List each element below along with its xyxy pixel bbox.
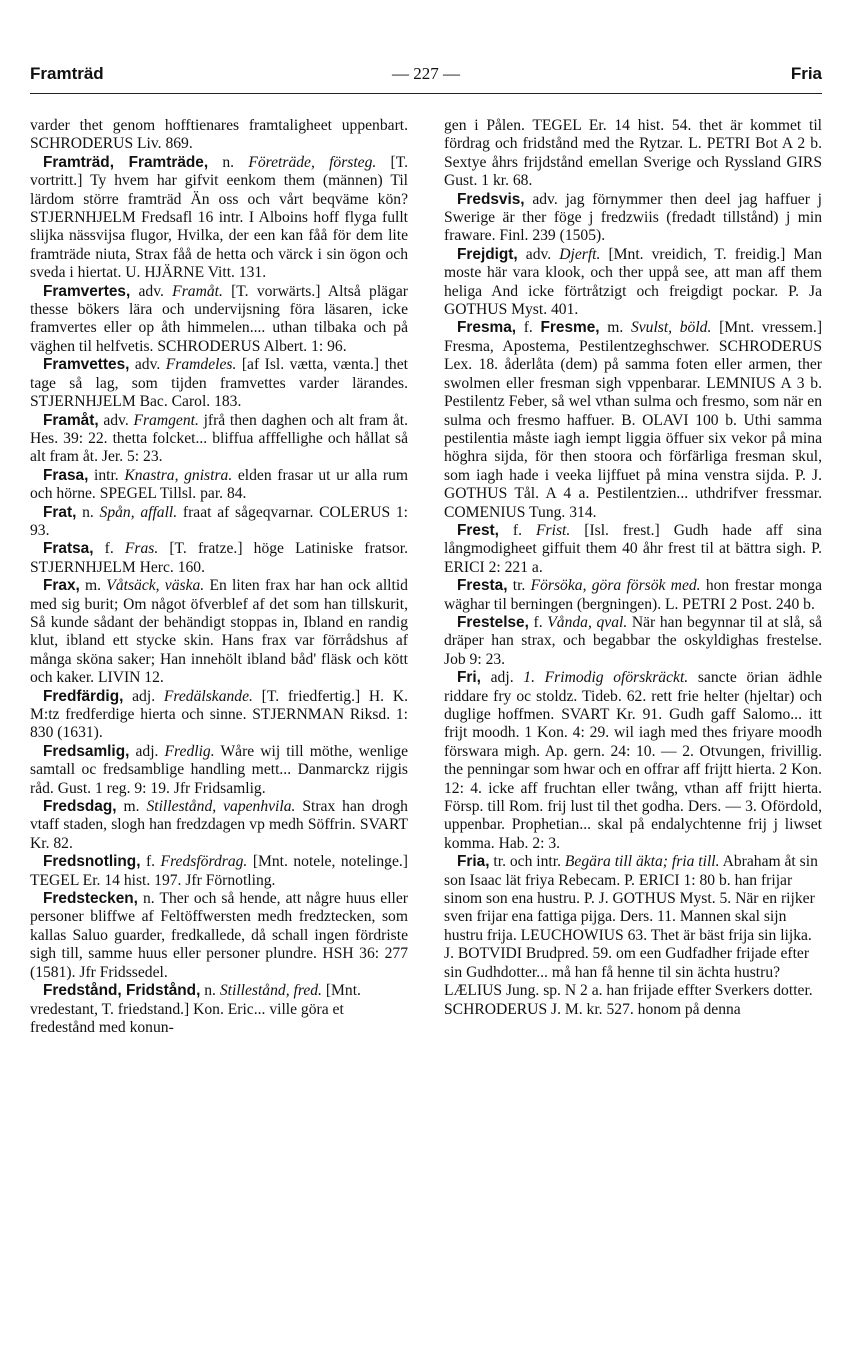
entry-definition: Fras. (124, 540, 159, 558)
entry-definition: Vånda, qval. (547, 613, 628, 631)
entry-grammar: f. (104, 540, 114, 558)
dictionary-entry (30, 540, 408, 577)
entry-grammar: adv. (138, 282, 164, 300)
entry-text: [T. vorwärts.] Altså plägar thesse bökers lära och undervijsning föra läsaren, icke framvertes eller op åth himmelen.... uthan tilbaka och på väghen til helfvetis. SCHRODERUS Albert. 1: 96. (30, 282, 408, 355)
dictionary-entry (444, 522, 822, 577)
dictionary-entry (444, 853, 822, 1019)
entry-headword: Fredsvis, (457, 190, 525, 208)
entry-definition: Knastra, gnistra. (124, 466, 233, 484)
entry-text: jfrå then daghen och alt fram åt. Hes. 39: 22. thetta folcket... bliffua afffellighe och hållat så alt fram åt. Jer. 5: 23. (30, 411, 409, 466)
entry-headword: Fresma, (457, 319, 517, 337)
entry-grammar: m. (85, 577, 102, 595)
entry-text: [Mnt. vreidich, T. freidig.] Man moste här vara klook, och ther uppå see, att man aff them heliga And icke förtråtzigt och freigdigt pockar. P. Ja GOTHUS Myst. 401. (444, 245, 822, 319)
entry-text: [af Isl. vætta, vænta.] thet tage så lag, som tijden framvettes varder lärandes. STJERNHJELM Bac. Carol. 183. (30, 356, 408, 411)
entry-text: Abraham åt sin son Isaac lät friya Rebecam. P. ERICI 1: 80 b. han frijar sinom son ena hustru. P. J. GOTHUS Myst. 5. När en rijker sven frijar ena fattiga pijga. Ders. 11. Mannen skal sijn hustru frija. LEUCHOWIUS 63. Thet är bäst frija sin lijka. J. BOTVIDI Brudpred. 59. om een Gudfadher frijade efter sin Gudhdotter... må han få henne til sin ächta hustru? LÆLIUS Jung. sp. N 2 a. han frijade effter Sverkers dotter. SCHRODERUS J. M. kr. 527. honom på denna (444, 853, 818, 1018)
page-number: — 227 — (392, 64, 460, 83)
header-rule (30, 93, 822, 94)
dictionary-entry (30, 283, 408, 357)
entry-definition: Våtsäck, väska. (106, 577, 205, 595)
entry-headword: Fredsamlig, (43, 742, 130, 760)
entry-grammar: m. (123, 798, 140, 816)
entry-headword: Framvertes, (43, 282, 131, 300)
entry-text: [T. fratze.] höge Latiniske fratsor. STJERNHJELM Herc. 160. (30, 540, 408, 576)
entry-text: hon frestar monga wäghar til berningen (bergningen). L. PETRI 2 Post. 240 b. (444, 577, 822, 613)
entry-definition: Försöka, göra försök med. (530, 577, 701, 595)
entry-text: gen i Pålen. TEGEL Er. 14 hist. 54. thet är kommet til fördrag och fridstånd med the Rytzar. L. PETRI Bot A 2 b. Sextye åhrs frijdstånd emellan Sverige och Ryssland GIRS Gust. 1 kr. 68. (444, 117, 822, 190)
entry-grammar: adj. (490, 669, 514, 687)
dictionary-entry (444, 246, 822, 320)
entry-text: Wåre wij till möthe, wenlige samtall oc fredsamblige handling mett... Danmarckz rijgis råd. Gust. 1 reg. 9: 19. Jfr Fridsamlig. (30, 742, 409, 797)
dictionary-entry (30, 688, 408, 743)
entry-headword: Fredstånd, Fridstånd, (43, 982, 201, 1000)
entry-definition: Frist. (536, 521, 571, 539)
dictionary-entry (30, 577, 408, 687)
entry-definition: Företräde, försteg. (248, 153, 377, 171)
entry-definition: 1. Frimodig oförskräckt. (523, 669, 689, 687)
entry-grammar: adv. (532, 190, 558, 208)
entry-grammar: n. (204, 982, 216, 1000)
dictionary-entry (444, 669, 822, 853)
entry-text: [Mnt. vressem.] Fresma, Apostema, Pestilentzeghschwer. SCHRODERUS Lex. 18. åderlåta (dem) på samma foten eller armen, ther swolmen eller fresman sigh vppenbarar. LEMNIUS A 3 b. Pestilentz Feber, så wel vthan sulma och fresmo, som när en sulma och fresmo haffuer. B. OLAVI 100 b. Uthi samma pestilentia måste iagh iempt liggia öffuer six vekor på mina höghra sijda, för then stoora och förfärliga fresman skul, som iagh hade i veeka lijffuet på mina venstra sijda. P. J. GOTHUS Tål. A 4 a. Pestilentzien... uthdrifver fressmar. COMENIUS Tung. 314. (444, 319, 823, 521)
entry-text: sancte örian ädhle riddare fry oc stoldz. Tideb. 62. rett frie helter (hjeltar) och duglige hoffmen. SVART Kr. 91. Gudh gaff Salomo... itt frijt moodh. 1 Kon. 4: 29. wil iagh med thes friyare moodh förswara migh. Ap. gern. 24: 10. — 2. Otvungen, frivillig. the penningar som hwar och en offrar aff frijtt hierta. 2 Kon. 12: 4. icke aff fruchtan eller twång, vthan aff frijtt hierta. Försp. till Rom. frij lust til thet godha. Ders. — 3. Ofördold, uppenbar. Prophetian... skal på endalychtenne frij j liwset komma. Hab. 2: 3. (444, 669, 822, 852)
left-column (30, 117, 408, 1037)
continuation-text (30, 117, 408, 154)
entry-definition: Fredälskande. (163, 687, 253, 705)
entry-headword: Framåt, (43, 411, 99, 429)
dictionary-entry (444, 191, 822, 246)
entry-text: När han begynnar til at slå, så dräper han strax, och begabbar the oskyldighas frestelse. Job 9: 23. (444, 613, 823, 668)
entry-text: Strax han drogh vtaff staden, slogh han fredzdagen vp medh Söffrin. SVART Kr. 82. (30, 798, 408, 852)
entry-headword: Frestelse, (457, 613, 529, 631)
entry-grammar: f. (512, 521, 523, 539)
entry-grammar: adv. (103, 411, 129, 429)
continuation-text (444, 117, 822, 191)
entry-headword: Frest, (457, 521, 499, 539)
dictionary-entry (30, 798, 408, 853)
entry-headword: Frat, (43, 503, 77, 521)
entry-headword: Fresme, (540, 319, 600, 337)
entry-text: jag förnymmer then deel jag haffuer j Swerige är ther föge j fredzwiis (fredadt tillstånd) j min fraware. Finl. 239 (1505). (444, 190, 822, 245)
dictionary-entry (30, 504, 408, 541)
entry-headword: Frax, (43, 577, 80, 595)
entry-headword: Frasa, (43, 466, 89, 484)
entry-grammar: m. (607, 319, 624, 337)
entry-text: Ther och så hende, att någre huus eller personer bliffwe af Feltöffwersten medh fredztecken, som kallas Saluo guarder, fredkallede, då schall ingen fördriste sigh till, samme huus eller personer plundre. HSH 36: 277 (1581). Jfr Fridssedel. (30, 890, 409, 981)
entry-headword: Fria, (457, 853, 490, 871)
entry-headword: Fresta, (457, 577, 508, 595)
dictionary-entry (30, 853, 408, 890)
entry-grammar: f. (533, 613, 543, 631)
dictionary-entry (30, 154, 408, 283)
entry-definition: Fredlig. (164, 742, 215, 760)
entry-grammar: n. (82, 503, 94, 521)
entry-definition: Fredsfördrag. (160, 853, 248, 871)
entry-text: fraat af sågeqvarnar. COLERUS 1: 93. (30, 503, 409, 539)
entry-grammar: n. (142, 890, 155, 908)
dictionary-entry (30, 412, 408, 467)
entry-headword: Fri, (457, 669, 481, 687)
entry-definition: Spån, affall. (99, 503, 178, 521)
entry-text: [Mnt. notele, notelinge.] TEGEL Er. 14 hist. 197. Jfr Förnotling. (30, 853, 408, 889)
entry-headword: Frejdigt, (457, 245, 518, 263)
entry-text: En liten frax har han ock alltid med sig burit; Om något öfverblef af det som han tillskurit, Så kunde sådant der behändigt stoppas in, Ibland en randig klut, ibland ett stycke skin. Hans frax var förrådshus af många sköna saker; Han innehölt ibland båd' fläsk och kött och kaker. LIVIN 12. (30, 577, 408, 687)
entry-text: [T. vortritt.] Ty hvem har gifvit eenkom them (männen) Til lärdom större framträd Än oss och vårt beqväme kön? STJERNHJELM Fredsafl 16 intr. I Alboins hoff flyga fullt slijka nässvijsa flugor, Hvilka, der een kan fåå för dem lite framträde niuta, Strax fåå de hetta och värck i sin ögon och sveda i hiertat. U. HJÄRNE Vitt. 131. (30, 153, 409, 282)
dictionary-entry (30, 467, 408, 504)
entry-headword: Framvettes, (43, 356, 130, 374)
entry-grammar: f. (145, 853, 156, 871)
entry-headword: Fredfärdig, (43, 687, 124, 705)
entry-headword: Fratsa, (43, 540, 94, 558)
entry-headword: Framträd, Framträde, (43, 153, 209, 171)
dictionary-entry (30, 982, 408, 1037)
entry-definition: Framåt. (172, 282, 223, 300)
entry-text: [Mnt. vredestant, T. friedstand.] Kon. Eric... ville göra et fredestånd med konun- (30, 982, 361, 1036)
entry-grammar: intr. (94, 466, 119, 484)
dictionary-entry (30, 356, 408, 411)
dictionary-entry (444, 614, 822, 669)
running-header (30, 64, 822, 90)
entry-grammar: tr. och intr. (493, 853, 561, 871)
dictionary-entry (30, 890, 408, 982)
entry-text: [Isl. frest.] Gudh hade aff sina långmodigheet giffuit them 40 åhr frest til at bättra sigh. P. ERICI 2: 221 a. (444, 521, 822, 576)
entry-grammar: adv. (134, 356, 161, 374)
entry-grammar: adj. (135, 742, 159, 760)
entry-definition: Djerft. (559, 245, 601, 263)
header-left-headword: Framträd (30, 64, 104, 83)
entry-definition: Stillestånd, vapenhvila. (146, 798, 296, 816)
dictionary-entry (444, 577, 822, 614)
entry-headword: Fredstecken, (43, 890, 138, 908)
entry-text: varder thet genom hofftienares framtaligheet uppenbart. SCHRODERUS Liv. 869. (30, 117, 408, 153)
entry-definition: Begära till äkta; fria till. (564, 853, 720, 871)
dictionary-entry (30, 743, 408, 798)
header-right-headword: Fria (790, 64, 822, 83)
entry-grammar: adv. (525, 245, 552, 263)
entry-grammar: tr. (512, 577, 526, 595)
entry-headword: Fredsdag, (43, 798, 117, 816)
entry-text: [T. friedfertig.] H. K. M:tz fredferdige hierta och sinne. STJERNMAN Riksd. 1: 830 (1631). (30, 687, 408, 742)
entry-definition: Framdeles. (165, 356, 237, 374)
entry-text: elden frasar ut ur alla rum och hörne. SPEGEL Tillsl. par. 84. (30, 466, 409, 503)
entry-headword: Fredsnotling, (43, 853, 141, 871)
entry-grammar: n. (222, 153, 235, 171)
right-column (444, 117, 822, 1019)
entry-definition: Stillestånd, fred. (219, 982, 322, 1000)
dictionary-entry (444, 319, 822, 521)
entry-grammar: adj. (132, 687, 156, 705)
entry-definition: Framgent. (133, 411, 199, 429)
entry-definition: Svulst, böld. (630, 319, 712, 337)
entry-grammar: f. (523, 319, 533, 337)
